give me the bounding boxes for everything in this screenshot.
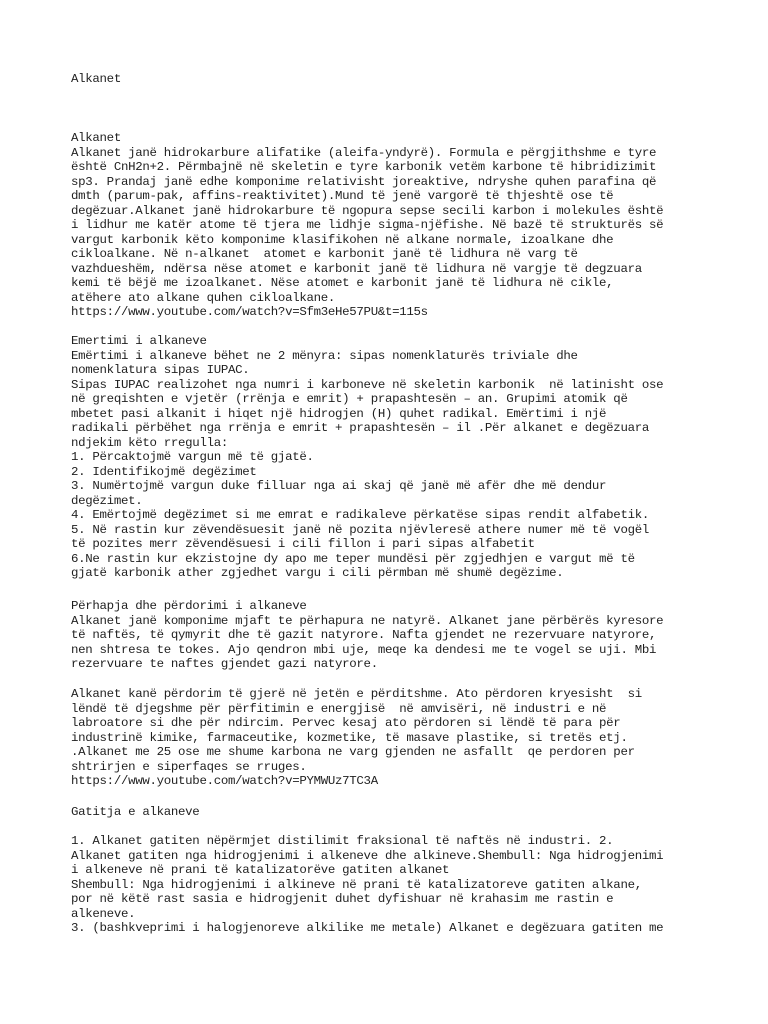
section-heading: Përhapja dhe përdorimi i alkaneve	[71, 599, 307, 613]
paragraph-line: Alkanet gatiten nga hidrogjenimi i alkeneve dhe alkineve.Shembull: Nga hidrogjenimi	[71, 848, 664, 863]
document-title: Alkanet	[71, 72, 121, 86]
video-link[interactable]: https://www.youtube.com/watch?v=Sfm3eHe57PU&t=115s	[71, 305, 428, 319]
paragraph-line: rezervuare te naftes gjendet gazi natyrore.	[71, 657, 378, 671]
paragraph-line: degëzuar.Alkanet janë hidrokarbure të ngopura sepse secili karbon i molekules është	[71, 203, 664, 218]
paragraph-line: dmth (parum-pak, affins-reaktivitet).Mund të jenë vargorë të thjeshtë ose të	[71, 189, 614, 203]
paragraph-line: të naftës, të qymyrit dhe të gazit natyrore. Nafta gjendet ne rezervuare natyrore,	[71, 628, 657, 642]
list-item: degëzimet.	[71, 493, 143, 508]
section-heading: Emertimi i alkaneve	[71, 334, 207, 348]
paragraph-line: mbetet pasi alkanit i hiqet një hidrogjen (H) quhet radikal. Emërtimi i një	[71, 406, 607, 421]
paragraph-line: kemi të bëjë me izoalkanet. Nëse atomet e karbonit janë të lidhura në cikle,	[71, 276, 614, 290]
paragraph-line: industrinë kimike, farmaceutike, kozmetike, të masave plastike, si tretës etj.	[71, 730, 628, 745]
paragraph-line: vargut karbonik këto komponime klasifikohen në alkane normale, izoalkane dhe	[71, 232, 614, 247]
paragraph-line: i alkeneve në prani të katalizatorëve gatiten alkanet	[71, 863, 450, 877]
paragraph-line: nen shtresa te tokes. Ajo qendron mbi uje, meqe ka dendesi me te vogel se uji. Mbi	[71, 642, 657, 657]
list-item: gjatë karbonik ather zgjedhet vargu i cili përmban më shumë degëzime.	[71, 566, 564, 580]
paragraph-line: Alkanet janë hidrokarbure alifatike (aleifa-yndyrë). Formula e përgjithshme e tyre	[71, 145, 657, 160]
paragraph-line: nomenklatura sipas IUPAC.	[71, 363, 250, 377]
paragraph-line: është CnH2n+2. Përmbajnë në skeletin e tyre karbonik vetëm karbone të hibridizimit	[71, 160, 657, 174]
paragraph-line: atëhere ato alkane quhen cikloalkane.	[71, 290, 336, 305]
list-item: 1. Alkanet gatiten nëpërmjet distilimit fraksional të naftës në industri. 2.	[71, 834, 614, 848]
list-item: 1. Përcaktojmë vargun më të gjatë.	[71, 450, 314, 464]
list-item: 3. Numërtojmë vargun duke filluar nga ai skaj që janë më afër dhe më dendur	[71, 479, 607, 493]
paragraph-line: por në këtë rast sasia e hidrogjenit duhet dyfishuar në krahasim me rastin e	[71, 892, 614, 906]
paragraph-line: labroatore si dhe për ndircim. Pervec kesaj ato përdoren si lëndë të para për	[71, 716, 621, 730]
list-item: të pozites merr zëvendësuesi i cili fillon i pari sipas alfabetit	[71, 537, 535, 551]
paragraph-line: Alkanet janë komponime mjaft te përhapura ne natyrë. Alkanet jane përbërës kyresore	[71, 613, 664, 628]
paragraph-line: vazhdueshëm, ndërsa nëse atomet e karbonit janë të lidhura në vargje të degzuara	[71, 261, 642, 276]
list-item: 5. Në rastin kur zëvendësuesit janë në pozita njëvleresë athere numer më të vogël	[71, 522, 649, 537]
paragraph-line: në greqishten e vjetër (rrënja e emrit) + prapashtesën – an. Grupimi atomik që	[71, 392, 628, 406]
paragraph-line: sp3. Prandaj janë edhe komponime relativisht joreaktive, ndryshe quhen parafina që	[71, 174, 657, 189]
paragraph-line: Sipas IUPAC realizohet nga numri i karboneve në skeletin karbonik në latinisht ose	[71, 377, 664, 392]
paragraph-line: alkeneve.	[71, 906, 136, 921]
paragraph-line: radikali përbëhet nga rrënja e emrit + prapashtesën – il .Për alkanet e degëzuara	[71, 421, 649, 435]
paragraph-line: .Alkanet me 25 ose me shume karbona ne varg gjenden ne asfallt qe perdoren per	[71, 745, 635, 759]
paragraph-line: Shembull: Nga hidrogjenimi i alkineve në prani të katalizatoreve gatiten alkane,	[71, 877, 642, 892]
list-item: 2. Identifikojmë degëzimet	[71, 464, 257, 479]
section-heading: Gatitja e alkaneve	[71, 805, 200, 819]
list-item: 4. Emërtojmë degëzimet si me emrat e radikaleve përkatëse sipas rendit alfabetik.	[71, 508, 649, 522]
list-item: 3. (bashkveprimi i halogjenoreve alkilike me metale) Alkanet e degëzuara gatiten me	[71, 921, 664, 935]
video-link[interactable]: https://www.youtube.com/watch?v=PYMWUz7TC3A	[71, 774, 378, 788]
paragraph-line: i lidhur me katër atome të tjera me lidhje sigma-njëfishe. Në bazë të strukturës së	[71, 218, 664, 232]
section-heading: Alkanet	[71, 131, 121, 145]
paragraph-line: Alkanet kanë përdorim të gjerë në jetën e përditshme. Ato përdoren kryesisht si	[71, 687, 642, 701]
paragraph-line: lëndë të djegshme për përfitimin e energjisë në amvisëri, në industri e në	[71, 701, 607, 716]
document-page	[71, 0, 711, 1024]
paragraph-line: shtrirjen e siperfaqes se rruges.	[71, 759, 307, 774]
list-item: 6.Ne rastin kur ekzistojne dy apo me teper mundësi për zgjedhjen e vargut më të	[71, 551, 635, 566]
paragraph-line: cikloalkane. Në n-alkanet atomet e karbonit janë të lidhura në varg të	[71, 247, 578, 261]
paragraph-line: Emërtimi i alkaneve bëhet ne 2 mënyra: sipas nomenklaturës triviale dhe	[71, 348, 578, 363]
paragraph-line: ndjekim këto rregulla:	[71, 435, 228, 450]
